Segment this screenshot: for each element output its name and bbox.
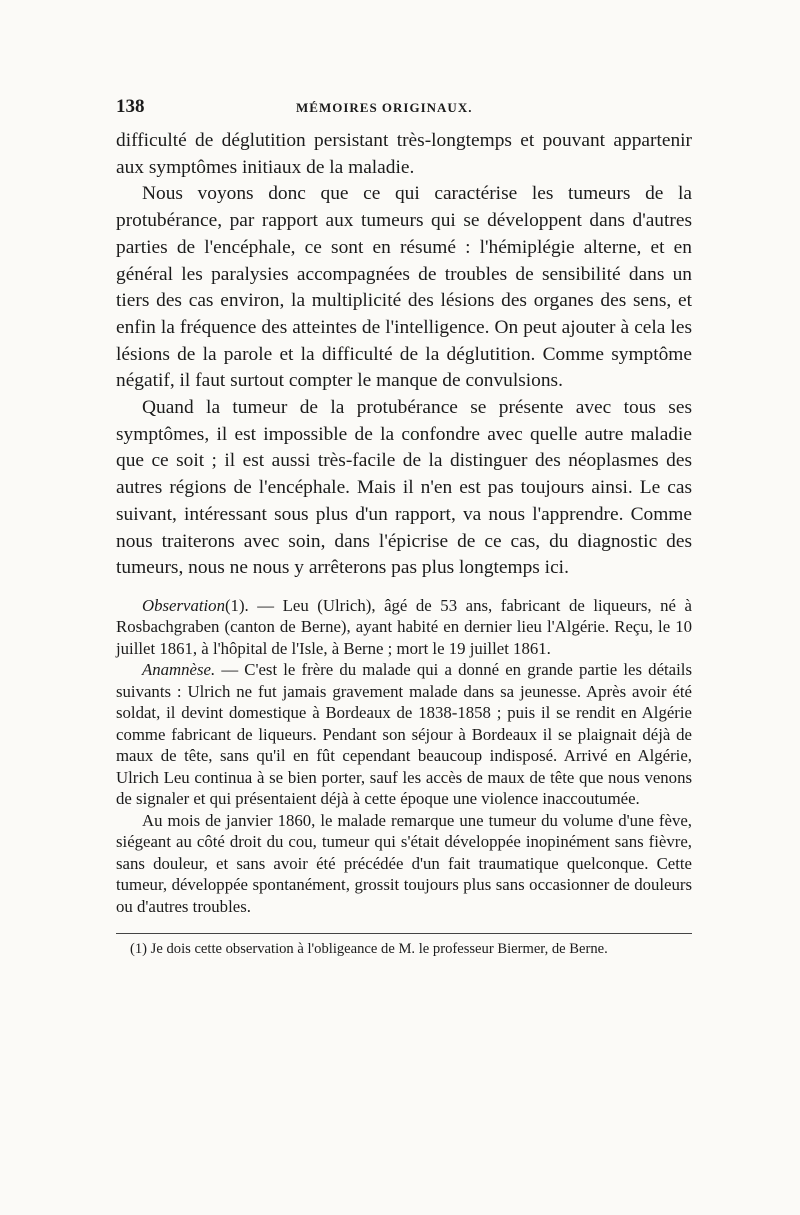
footnote: (1) Je dois cette observation à l'obligeance de M. le professeur Biermer, de Berne. bbox=[130, 941, 608, 958]
observation-note-ref: (1). bbox=[224, 595, 249, 615]
running-head: MÉMOIRES ORIGINAUX. bbox=[296, 100, 473, 115]
observation-label: Observation bbox=[142, 595, 225, 615]
page-header bbox=[116, 96, 692, 120]
page-number: 138 bbox=[116, 96, 145, 117]
paragraph-diagnosis: Quand la tumeur de la protubérance se présente avec tous ses symptômes, il est impossible de la confondre avec quelle autre maladie que ce soit ; il est aussi très-facile de la distinguer des néoplasmes des autres régions de l'encéphale. Mais il n'en est pas toujours ainsi. Le cas suivant, intéressant sous plus d'un rapport, va nous l'apprendre. Comme nous traiterons avec soin, dans l'épicrise de ce cas, du diagnostic des tumeurs, nous ne nous y arrêterons pas plus longtemps ici. bbox=[116, 397, 692, 579]
main-text bbox=[116, 128, 692, 582]
anamnese-text: — C'est le frère du malade qui a donné en grande partie les détails suivants : Ulrich ne fut jamais gravement malade dans sa jeunesse. Après avoir été soldat, il devint domestique à Bordeaux de 1838-1858 ; puis il se rendit en Algérie comme fabricant de liqueurs. Pendant son séjour à Bordeaux il se plaignait déjà de maux de tête, sans qu'il en fût cependant beaucoup indisposé. Arrivé en Algérie, Ulrich Leu continua à se bien porter, sauf les accès de maux de tête que nous venons de signaler et qui présentaient déjà à cette époque une violence inaccoutumée. bbox=[116, 660, 692, 809]
footnote-divider bbox=[116, 933, 692, 934]
paragraph-summary: Nous voyons donc que ce qui caractérise les tumeurs de la protubérance, par rapport aux tumeurs qui se développent dans d'autres parties de l'encéphale, ce sont en résumé : l'hémiplégie alterne, et en général les paralysies accompagnées de troubles de sensibilité dans un tiers des cas environ, la multiplicité des lésions des organes des sens, et enfin la fréquence des atteintes de l'intelligence. On peut ajouter à cela les lésions de la parole et la difficulté de la déglutition. Comme symptôme négatif, il faut surtout compter le manque de convulsions. bbox=[116, 183, 692, 392]
tumeur-paragraph: Au mois de janvier 1860, le malade remarque une tumeur du volume d'une fève, siégeant au côté droit du cou, tumeur qui s'était développée inopinément sans fièvre, sans douleur, et sans avoir été précédée d'un fait traumatique quelconque. Cette tumeur, développée spontanément, grossit toujours plus sans occasionner de douleurs ou d'autres troubles. bbox=[116, 810, 692, 916]
observation-text: — Leu (Ulrich), âgé de 53 ans, fabricant de liqueurs, né à Rosbachgraben (canton de Berne), ayant habité en dernier lieu l'Algérie. Reçu, le 10 juillet 1861, à l'hôpital de l'Isle, à Berne ; mort le 19 juillet 1861. bbox=[116, 595, 692, 658]
anamnese-label: Anamnèse. bbox=[142, 660, 216, 680]
page bbox=[116, 96, 692, 959]
paragraph-continuation: difficulté de déglutition persistant très-longtemps et pouvant appartenir aux symptômes initiaux de la maladie. bbox=[116, 130, 692, 178]
observation-section bbox=[116, 595, 692, 918]
observation-intro bbox=[116, 595, 692, 660]
anamnese-paragraph bbox=[116, 659, 692, 810]
